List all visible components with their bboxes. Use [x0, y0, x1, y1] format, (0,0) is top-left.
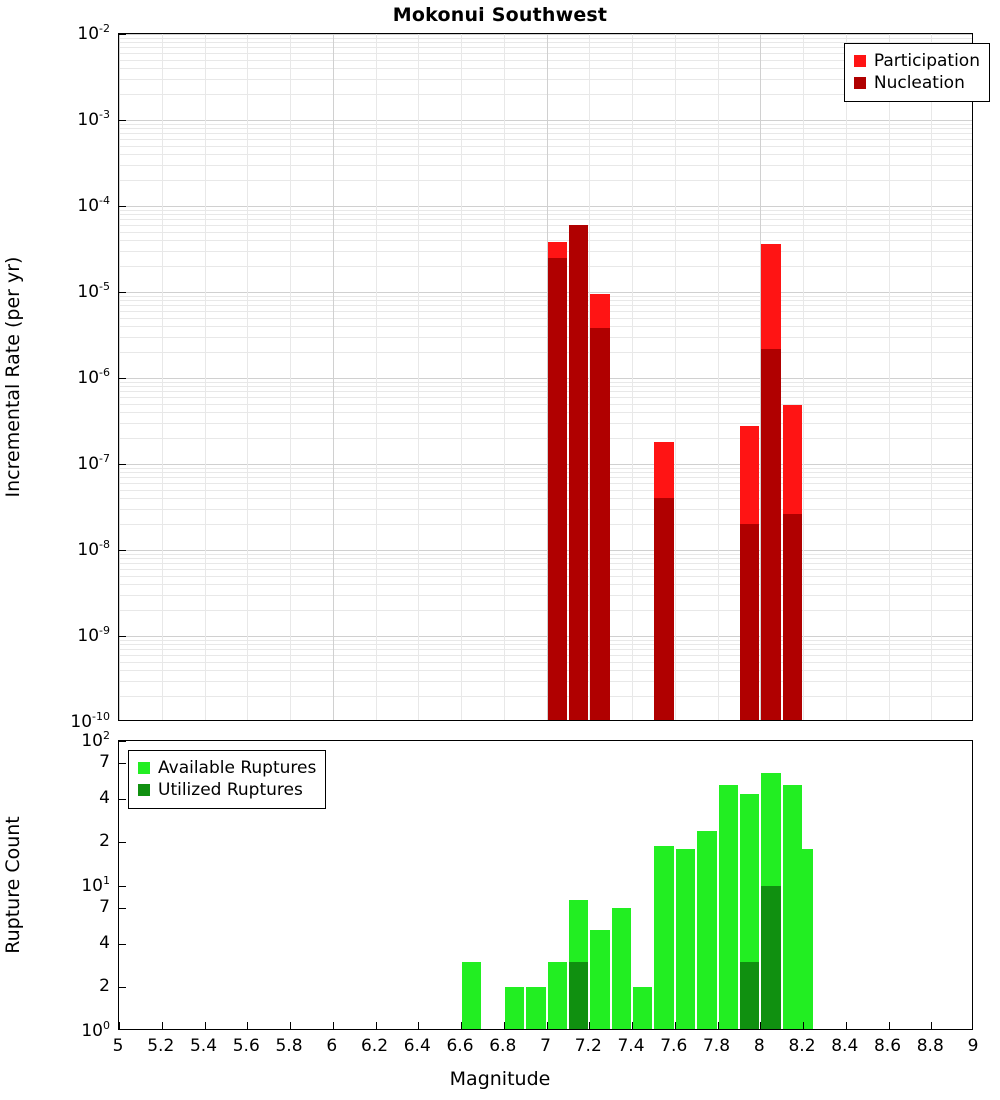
tick-mark: [119, 636, 126, 637]
gridline: [333, 34, 334, 720]
magnitude-tick-label: 8.8: [916, 1036, 944, 1056]
tick-mark: [119, 763, 126, 764]
nucleation-bar: [590, 328, 609, 721]
count-axis-title: Rupture Count: [2, 816, 24, 954]
count-y-tick-label: 4: [99, 787, 110, 808]
tick-mark: [718, 1022, 719, 1029]
gridline: [205, 34, 206, 720]
legend-label: Participation: [873, 51, 980, 71]
count-y-tick-label: 2: [99, 831, 110, 852]
rate-y-tick-label: $10^{-3}$: [77, 108, 110, 130]
count-legend: [128, 750, 326, 809]
tick-mark: [119, 908, 126, 909]
utilized-ruptures-bar: [569, 962, 588, 1030]
legend-item-available-ruptures: [138, 757, 316, 779]
tick-mark: [119, 120, 126, 121]
tick-mark: [247, 1022, 248, 1029]
nucleation-bar: [548, 258, 567, 721]
magnitude-tick-label: 6: [326, 1036, 338, 1056]
tick-mark: [290, 1022, 291, 1029]
rate-y-tick-label: $10^{-8}$: [77, 538, 110, 560]
tick-mark: [547, 1022, 548, 1029]
tick-mark: [119, 987, 126, 988]
magnitude-tick-label: 5.2: [147, 1036, 175, 1056]
available-ruptures-bar: [676, 849, 695, 1030]
magnitude-axis-title: Magnitude: [449, 1068, 551, 1090]
tick-mark: [119, 886, 126, 887]
nucleation-bar: [783, 514, 802, 721]
gridline: [162, 34, 163, 720]
nucleation-bar: [569, 225, 588, 721]
gridline: [290, 34, 291, 720]
tick-mark: [889, 1022, 890, 1029]
available-ruptures-bar: [612, 908, 631, 1030]
rate-y-tick-label: $10^{-2}$: [77, 22, 110, 44]
rate-y-tick-label: $10^{-5}$: [77, 280, 110, 302]
tick-mark: [504, 1022, 505, 1029]
magnitude-tick-label: 5.8: [275, 1036, 303, 1056]
magnitude-tick-label: 6.8: [489, 1036, 517, 1056]
legend-label: Available Ruptures: [158, 758, 317, 778]
gridline: [889, 34, 890, 720]
magnitude-tick-label: 6.6: [446, 1036, 474, 1056]
magnitude-tick-label: 7.8: [702, 1036, 731, 1056]
tick-mark: [333, 1022, 334, 1029]
tick-mark: [119, 842, 126, 843]
incremental-rate-plot: [118, 33, 973, 721]
gridline: [718, 34, 719, 720]
tick-mark: [632, 1022, 633, 1029]
tick-mark: [119, 34, 126, 35]
count-y-tick-label: 7: [99, 752, 110, 773]
tick-mark: [119, 292, 126, 293]
gridline: [247, 34, 248, 720]
gridline: [675, 34, 676, 720]
tick-mark: [675, 1022, 676, 1029]
tick-mark: [760, 1022, 761, 1029]
magnitude-tick-label: 8.6: [873, 1036, 902, 1056]
tick-mark: [119, 799, 126, 800]
gridline: [119, 34, 120, 720]
tick-mark: [119, 206, 126, 207]
legend-label: Nucleation: [873, 73, 965, 93]
tick-mark: [119, 1022, 120, 1029]
tick-mark: [119, 741, 126, 742]
gridline: [846, 34, 847, 720]
count-y-tick-label: 2: [99, 976, 110, 997]
magnitude-tick-label: 7.6: [660, 1036, 688, 1056]
count-y-tick-label: $10^2$: [81, 729, 110, 751]
tick-mark: [205, 1022, 206, 1029]
available-ruptures-bar: [526, 987, 545, 1030]
gridline: [418, 34, 419, 720]
tick-mark: [162, 1022, 163, 1029]
magnitude-tick-label: 6.2: [360, 1036, 389, 1056]
tick-mark: [931, 1022, 932, 1029]
magnitude-tick-label: 5.6: [232, 1036, 260, 1056]
magnitude-tick-label: 7: [540, 1036, 551, 1056]
rate-legend: [844, 43, 990, 102]
gridline: [803, 34, 804, 720]
tick-mark: [461, 1022, 462, 1029]
nucleation-bar: [654, 498, 673, 721]
magnitude-tick-label: 5.4: [189, 1036, 218, 1056]
count-y-tick-label: $10^1$: [81, 874, 110, 896]
legend-item-utilized-ruptures: [138, 779, 316, 801]
magnitude-tick-label: 8: [753, 1036, 765, 1056]
available-ruptures-bar: [590, 930, 609, 1030]
available-ruptures-bar: [462, 962, 481, 1030]
rate-y-tick-label: $10^{-4}$: [77, 194, 110, 216]
nucleation-bar: [761, 349, 780, 721]
utilized-ruptures-bar: [761, 886, 780, 1030]
available-ruptures-bar: [633, 987, 652, 1030]
chart-title: Mokonui Southwest: [392, 4, 608, 26]
rate-y-tick-label: $10^{-9}$: [77, 624, 110, 646]
gridline: [931, 34, 932, 720]
count-y-tick-label: $10^0$: [81, 1019, 110, 1041]
count-y-tick-label: 4: [99, 932, 110, 953]
available-ruptures-bar: [697, 831, 716, 1030]
available-ruptures-bar: [548, 962, 567, 1030]
available-ruptures-bar: [793, 849, 812, 1030]
magnitude-tick-label: 8.2: [788, 1036, 816, 1056]
rate-axis-title: Incremental Rate (per yr): [2, 256, 24, 498]
tick-mark: [589, 1022, 590, 1029]
gridline: [504, 34, 505, 720]
available-ruptures-swatch-icon: [138, 762, 150, 774]
legend-label: Utilized Ruptures: [158, 780, 303, 800]
magnitude-tick-label: 7.2: [574, 1036, 602, 1056]
nucleation-bar: [740, 524, 759, 721]
magnitude-tick-label: 5: [112, 1036, 124, 1056]
available-ruptures-bar: [719, 785, 738, 1030]
nucleation-swatch-icon: [854, 77, 866, 89]
gridline: [632, 34, 633, 720]
count-y-tick-label: 7: [99, 897, 110, 918]
tick-mark: [376, 1022, 377, 1029]
rate-y-tick-label: $10^{-10}$: [70, 710, 110, 732]
tick-mark: [418, 1022, 419, 1029]
available-ruptures-bar: [505, 987, 524, 1030]
utilized-ruptures-swatch-icon: [138, 784, 150, 796]
tick-mark: [803, 1022, 804, 1029]
rate-y-tick-label: $10^{-6}$: [77, 366, 110, 388]
rate-y-tick-label: $10^{-7}$: [77, 452, 110, 474]
tick-mark: [119, 944, 126, 945]
tick-mark: [119, 378, 126, 379]
utilized-ruptures-bar: [740, 962, 759, 1030]
magnitude-tick-label: 9: [967, 1036, 979, 1056]
legend-item-nucleation: [854, 72, 980, 94]
legend-item-participation: [854, 50, 980, 72]
magnitude-tick-label: 6.4: [403, 1036, 431, 1056]
tick-mark: [119, 464, 126, 465]
magnitude-tick-label: 7.4: [617, 1036, 645, 1056]
magnitude-tick-label: 8.4: [831, 1036, 859, 1056]
tick-mark: [846, 1022, 847, 1029]
available-ruptures-bar: [654, 846, 673, 1030]
gridline: [461, 34, 462, 720]
participation-swatch-icon: [854, 55, 866, 67]
tick-mark: [119, 550, 126, 551]
gridline: [376, 34, 377, 720]
